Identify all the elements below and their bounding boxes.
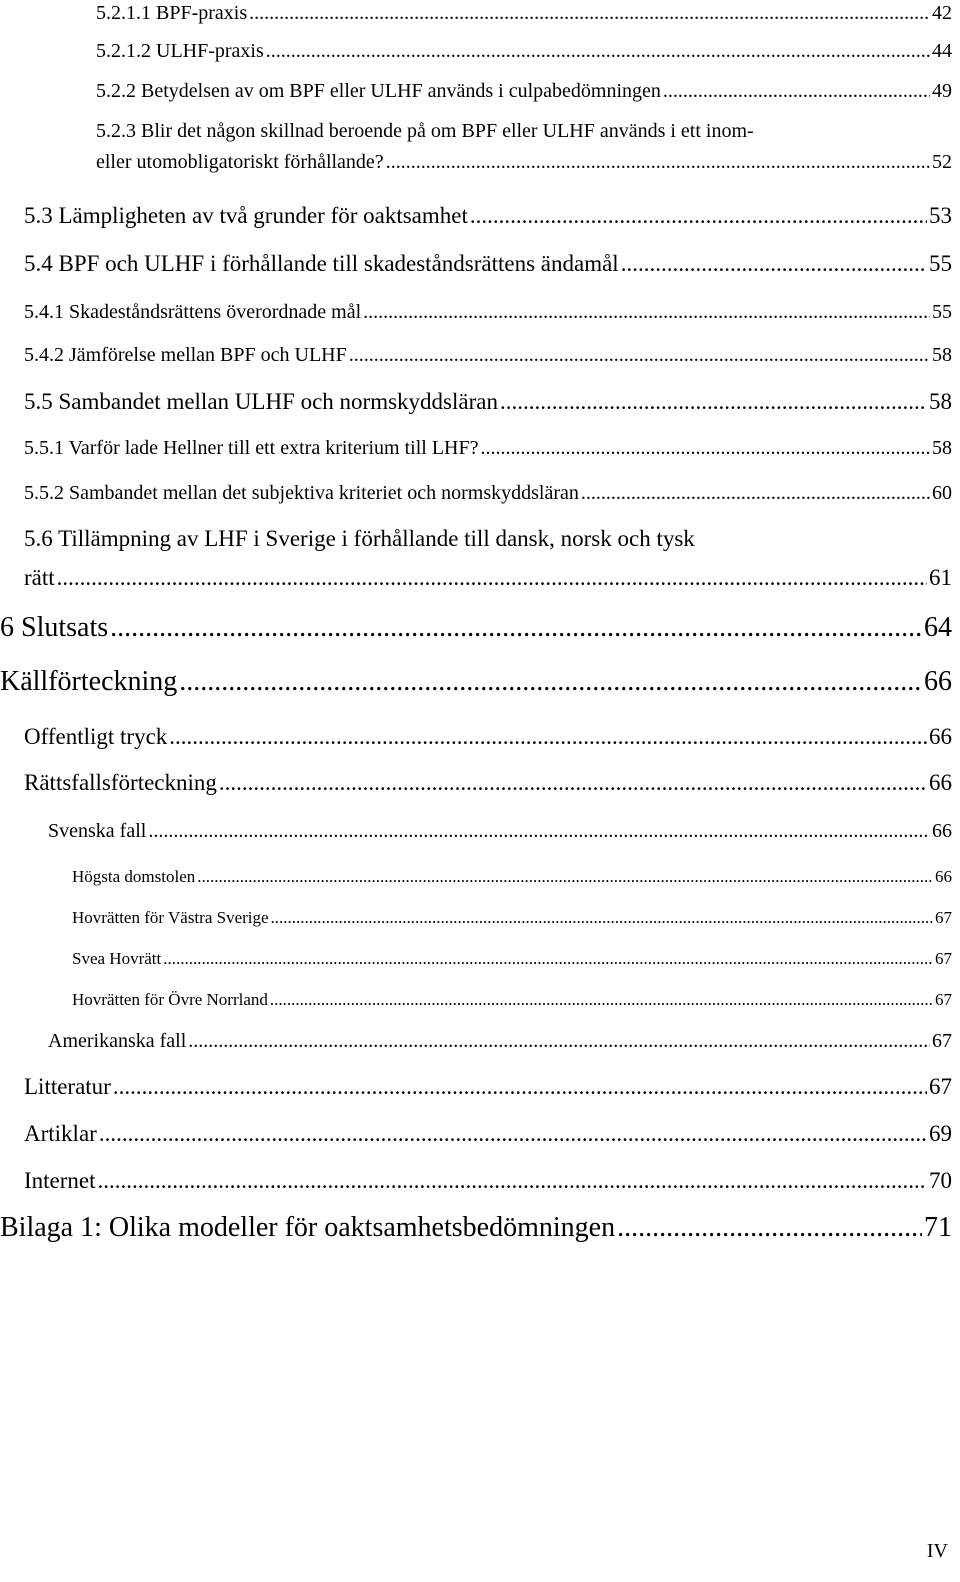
dot-leader <box>98 1168 927 1194</box>
dot-leader <box>113 1074 927 1100</box>
toc-entry-5-5[interactable] <box>24 389 952 415</box>
dot-leader <box>617 1212 922 1244</box>
toc-page-number: 66 <box>924 666 952 697</box>
page-number-footer: IV <box>926 1540 948 1562</box>
toc-entry-hogsta-domstolen[interactable] <box>72 867 952 887</box>
toc-entry-5-2-3[interactable] <box>96 151 952 174</box>
toc-entry-label: 5.4.1 Skadeståndsrättens överordnade mål <box>24 301 362 323</box>
dot-leader <box>481 437 930 460</box>
toc-entry-kallforteckning[interactable] <box>0 666 952 698</box>
toc-page-number: 70 <box>929 1168 952 1193</box>
toc-entry-label: Amerikanska fall <box>48 1030 187 1052</box>
toc-entry-hovratten-vastra-sverige[interactable] <box>72 908 952 928</box>
dot-leader <box>57 565 927 591</box>
toc-entry-5-6[interactable] <box>24 565 952 591</box>
toc-entry-5-2-1-1[interactable] <box>96 2 952 25</box>
toc-page-number: 60 <box>932 482 952 504</box>
toc-entry-label: 5.2.1.2 ULHF-praxis <box>96 40 264 62</box>
toc-page-number: 53 <box>929 203 952 228</box>
toc-page-number: 55 <box>932 301 952 323</box>
dot-leader <box>500 389 927 415</box>
dot-leader <box>179 666 922 698</box>
toc-page-number: 67 <box>935 990 952 1009</box>
toc-page-number: 66 <box>932 820 952 842</box>
toc-page-number: 66 <box>929 724 952 749</box>
toc-entry-svenska-fall[interactable] <box>48 820 952 843</box>
toc-entry-hovratten-ovre-norrland[interactable] <box>72 990 952 1010</box>
toc-entry-amerikanska-fall[interactable] <box>48 1030 952 1053</box>
toc-page-number: 71 <box>924 1212 952 1243</box>
toc-entry-5-5-2[interactable] <box>24 482 952 505</box>
toc-page-number: 58 <box>932 344 952 366</box>
toc-page-number: 66 <box>929 770 952 795</box>
toc-entry-label: Hovrätten för Västra Sverige <box>72 908 269 927</box>
toc-entry-label: 5.5 Sambandet mellan ULHF och normskyddsläran <box>24 389 498 414</box>
toc-page-number: 52 <box>932 151 952 173</box>
toc-entry-label: Artiklar <box>24 1121 97 1146</box>
toc-entry-5-4-2[interactable] <box>24 344 952 367</box>
toc-entry-label: 5.2.2 Betydelsen av om BPF eller ULHF används i culpabedömningen <box>96 80 661 102</box>
toc-entry-label: 6 Slutsats <box>0 612 109 643</box>
toc-entry-label: Bilaga 1: Olika modeller för oaktsamhetsbedömningen <box>0 1212 616 1243</box>
toc-entry-5-4-1[interactable] <box>24 301 952 324</box>
dot-leader <box>197 867 933 887</box>
dot-leader <box>349 344 930 367</box>
dot-leader <box>581 482 930 505</box>
toc-page-number: 44 <box>932 40 952 62</box>
toc-page-number: 58 <box>929 389 952 414</box>
dot-leader <box>271 908 933 928</box>
toc-entry-5-5-1[interactable] <box>24 437 952 460</box>
toc-entry-5-3[interactable] <box>24 203 952 229</box>
dot-leader <box>169 724 927 750</box>
toc-entry-label: 5.2.1.1 BPF-praxis <box>96 2 248 24</box>
toc-page-number: 67 <box>932 1030 952 1052</box>
dot-leader <box>621 251 927 277</box>
toc-page-number: 67 <box>929 1074 952 1099</box>
toc-entry-label: Svea Hovrätt <box>72 949 162 968</box>
toc-entry-label: Källförteckning <box>0 666 178 697</box>
toc-entry-5-2-3-line1[interactable]: 5.2.3 Blir det någon skillnad beroende på om BPF eller ULHF används i ett inom- <box>96 120 754 142</box>
dot-leader <box>363 301 930 324</box>
toc-page-number: 66 <box>935 867 952 886</box>
toc-entry-5-6-line1[interactable]: 5.6 Tillämpning av LHF i Sverige i förhållande till dansk, norsk och tysk <box>24 526 695 551</box>
toc-page-number: 42 <box>932 2 952 24</box>
toc-entry-5-2-1-2[interactable] <box>96 40 952 63</box>
toc-entry-label: Svenska fall <box>48 820 147 842</box>
toc-page-number: 49 <box>932 80 952 102</box>
toc-entry-internet[interactable] <box>24 1168 952 1194</box>
toc-entry-label: 5.4.2 Jämförelse mellan BPF och ULHF <box>24 344 347 366</box>
toc-entry-rattsfallsforteckning[interactable] <box>24 770 952 796</box>
dot-leader <box>99 1121 927 1147</box>
toc-page-number: 61 <box>929 565 952 590</box>
toc-page-number: 64 <box>924 612 952 643</box>
toc-entry-5-2-2[interactable] <box>96 80 952 103</box>
dot-leader <box>148 820 930 843</box>
toc-entry-label: 5.3 Lämpligheten av två grunder för oaktsamhet <box>24 203 468 228</box>
toc-page-number: 67 <box>935 949 952 968</box>
toc-page-number: 55 <box>929 251 952 276</box>
dot-leader <box>110 612 922 644</box>
toc-entry-label: eller utomobligatoriskt förhållande? <box>96 151 384 173</box>
toc-entry-5-4[interactable] <box>24 251 952 277</box>
toc-entry-offentligt-tryck[interactable] <box>24 724 952 750</box>
dot-leader <box>386 151 930 174</box>
dot-leader <box>266 40 930 63</box>
toc-entry-label: Offentligt tryck <box>24 724 168 749</box>
toc-entry-label: Rättsfallsförteckning <box>24 770 217 795</box>
toc-page-number: 69 <box>929 1121 952 1146</box>
dot-leader <box>663 80 930 103</box>
toc-page-number: 58 <box>932 437 952 459</box>
toc-entry-label: Hovrätten för Övre Norrland <box>72 990 268 1009</box>
dot-leader <box>470 203 927 229</box>
toc-entry-label: 5.5.2 Sambandet mellan det subjektiva kriteriet och normskyddsläran <box>24 482 579 504</box>
dot-leader <box>270 990 933 1010</box>
toc-entry-label: rätt <box>24 565 55 590</box>
toc-entry-litteratur[interactable] <box>24 1074 952 1100</box>
toc-entry-artiklar[interactable] <box>24 1121 952 1147</box>
toc-entry-svea-hovratt[interactable] <box>72 949 952 969</box>
toc-entry-label: 5.5.1 Varför lade Hellner till ett extra kriterium till LHF? <box>24 437 479 459</box>
dot-leader <box>163 949 933 969</box>
dot-leader <box>219 770 927 796</box>
toc-entry-label: 5.4 BPF och ULHF i förhållande till skadeståndsrättens ändamål <box>24 251 619 276</box>
dot-leader <box>249 2 930 25</box>
toc-entry-label: Litteratur <box>24 1074 111 1099</box>
dot-leader <box>188 1030 930 1053</box>
toc-entry-label: Högsta domstolen <box>72 867 196 886</box>
toc-entry-6[interactable] <box>0 612 952 644</box>
toc-entry-label: Internet <box>24 1168 96 1193</box>
toc-page-number: 67 <box>935 908 952 927</box>
toc-entry-bilaga-1[interactable] <box>0 1212 952 1244</box>
